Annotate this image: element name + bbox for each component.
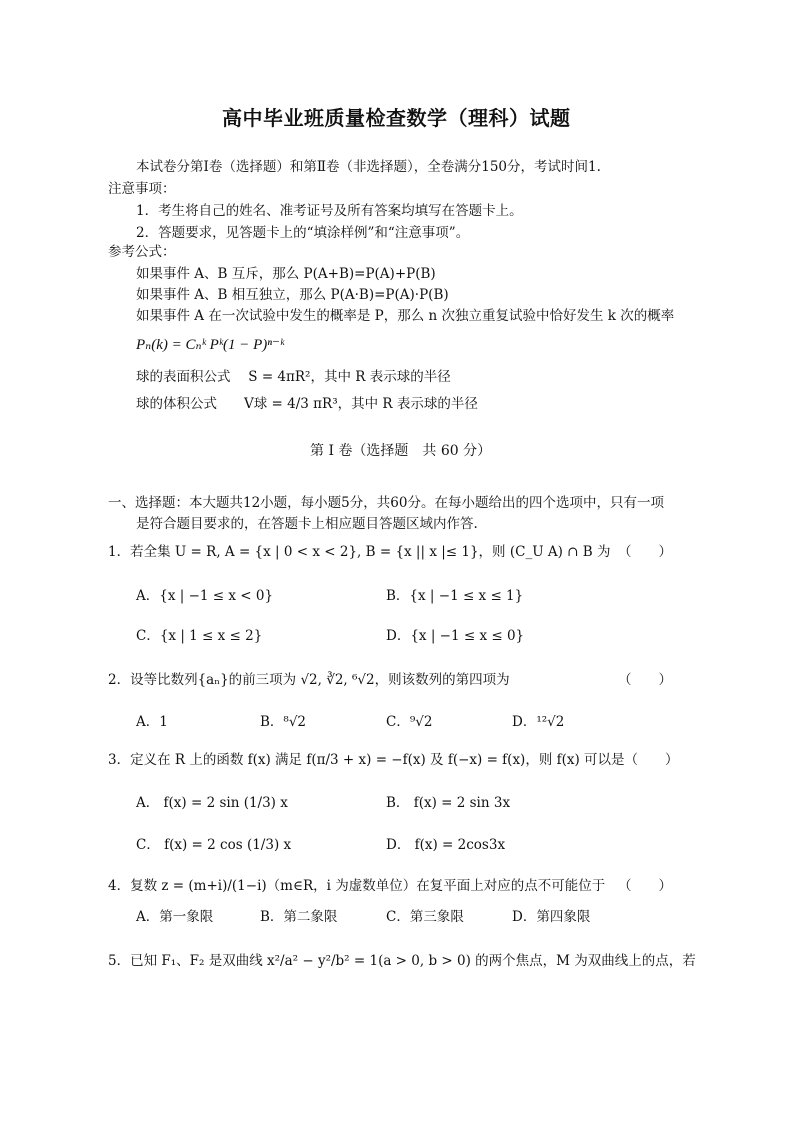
question-2-stem: 2．设等比数列{aₙ}的前三项为 √2, ∛2, ⁶√2，则该数列的第四项为 bbox=[108, 672, 510, 688]
question-4-stem: 4．复数 z = (m+i)/(1−i)（m∈R，i 为虚数单位）在复平面上对应的点不可能位于 bbox=[108, 878, 606, 894]
notice-item-2: 2．答题要求，见答题卡上的“填涂样例”和“注意事项”。 bbox=[136, 225, 470, 241]
page-title: 高中毕业班质量检查数学（理科）试题 bbox=[222, 106, 571, 130]
question-2-option-d: D．¹²√2 bbox=[512, 714, 565, 730]
formula-sphere-volume: 球的体积公式 V球 = 4/3 πR³，其中 R 表示球的半径 bbox=[136, 396, 478, 412]
question-4-option-b: B．第二象限 bbox=[260, 909, 338, 925]
formula-independent: 如果事件 A、B 相互独立，那么 P(A·B)=P(A)·P(B) bbox=[136, 287, 449, 303]
question-2-answer-paren: （ ） bbox=[618, 672, 672, 688]
question-3-option-a: A． f(x) = 2 sin (1/3) x bbox=[136, 795, 288, 811]
formula-mutex: 如果事件 A、B 互斥，那么 P(A+B)=P(A)+P(B) bbox=[136, 266, 436, 282]
question-1-stem: 1．若全集 U = R, A = {x | 0 < x < 2}, B = {x || x |≤ 1}，则 (C_U A) ∩ B 为 bbox=[108, 544, 611, 560]
question-1-option-a: A．{x | −1 ≤ x < 0} bbox=[136, 588, 274, 604]
question-3-option-b: B． f(x) = 2 sin 3x bbox=[386, 795, 511, 811]
question-2-option-a: A．1 bbox=[136, 714, 168, 730]
question-4-option-d: D．第四象限 bbox=[512, 909, 591, 925]
question-1-option-b: B．{x | −1 ≤ x ≤ 1} bbox=[386, 588, 524, 604]
section1-line1: 一、选择题：本大题共12小题，每小题5分，共60分。在每小题给出的四个选项中，只有一项 bbox=[108, 495, 664, 511]
question-3-stem: 3．定义在 R 上的函数 f(x) 满足 f(π/3 + x) = −f(x) 及 f(−x) = f(x)，则 f(x) 可以是（ ） bbox=[108, 752, 679, 768]
question-4-option-c: C．第三象限 bbox=[386, 909, 464, 925]
question-3-option-d: D． f(x) = 2cos3x bbox=[386, 837, 506, 853]
intro-text: 本试卷分第Ⅰ卷（选择题）和第Ⅱ卷（非选择题），全卷满分150分，考试时间1. bbox=[136, 159, 601, 175]
notice-item-1: 1．考生将自己的姓名、准考证号及所有答案均填写在答题卡上。 bbox=[136, 203, 523, 219]
question-4-option-a: A．第一象限 bbox=[136, 909, 214, 925]
question-1-answer-paren: （ ） bbox=[618, 544, 672, 560]
question-3-option-c: C． f(x) = 2 cos (1/3) x bbox=[136, 837, 292, 853]
notice-heading: 注意事项： bbox=[108, 181, 176, 197]
question-2-option-b: B．⁸√2 bbox=[260, 714, 307, 730]
formula-sphere-surface: 球的表面积公式 S = 4πR²，其中 R 表示球的半径 bbox=[136, 369, 451, 385]
formula-heading: 参考公式： bbox=[108, 244, 176, 260]
part1-heading: 第 Ⅰ 卷（选择题 共 60 分） bbox=[310, 443, 492, 459]
formula-bernoulli-text: 如果事件 A 在一次试验中发生的概率是 P，那么 n 次独立重复试验中恰好发生 k 次的概率 bbox=[136, 308, 675, 324]
formula-bernoulli: Pₙ(k) = Cₙᵏ Pᵏ(1 − P)ⁿ⁻ᵏ bbox=[136, 337, 285, 353]
question-2-option-c: C．⁹√2 bbox=[386, 714, 433, 730]
question-1-option-d: D．{x | −1 ≤ x ≤ 0} bbox=[386, 628, 525, 644]
section1-line2: 是符合题目要求的，在答题卡上相应题目答题区域内作答. bbox=[136, 516, 478, 532]
question-4-answer-paren: （ ） bbox=[618, 878, 672, 894]
question-5-stem: 5．已知 F₁、F₂ 是双曲线 x²/a² − y²/b² = 1(a > 0, b > 0) 的两个焦点，M 为双曲线上的点，若 bbox=[108, 953, 696, 969]
question-1-option-c: C．{x | 1 ≤ x ≤ 2} bbox=[136, 628, 263, 644]
